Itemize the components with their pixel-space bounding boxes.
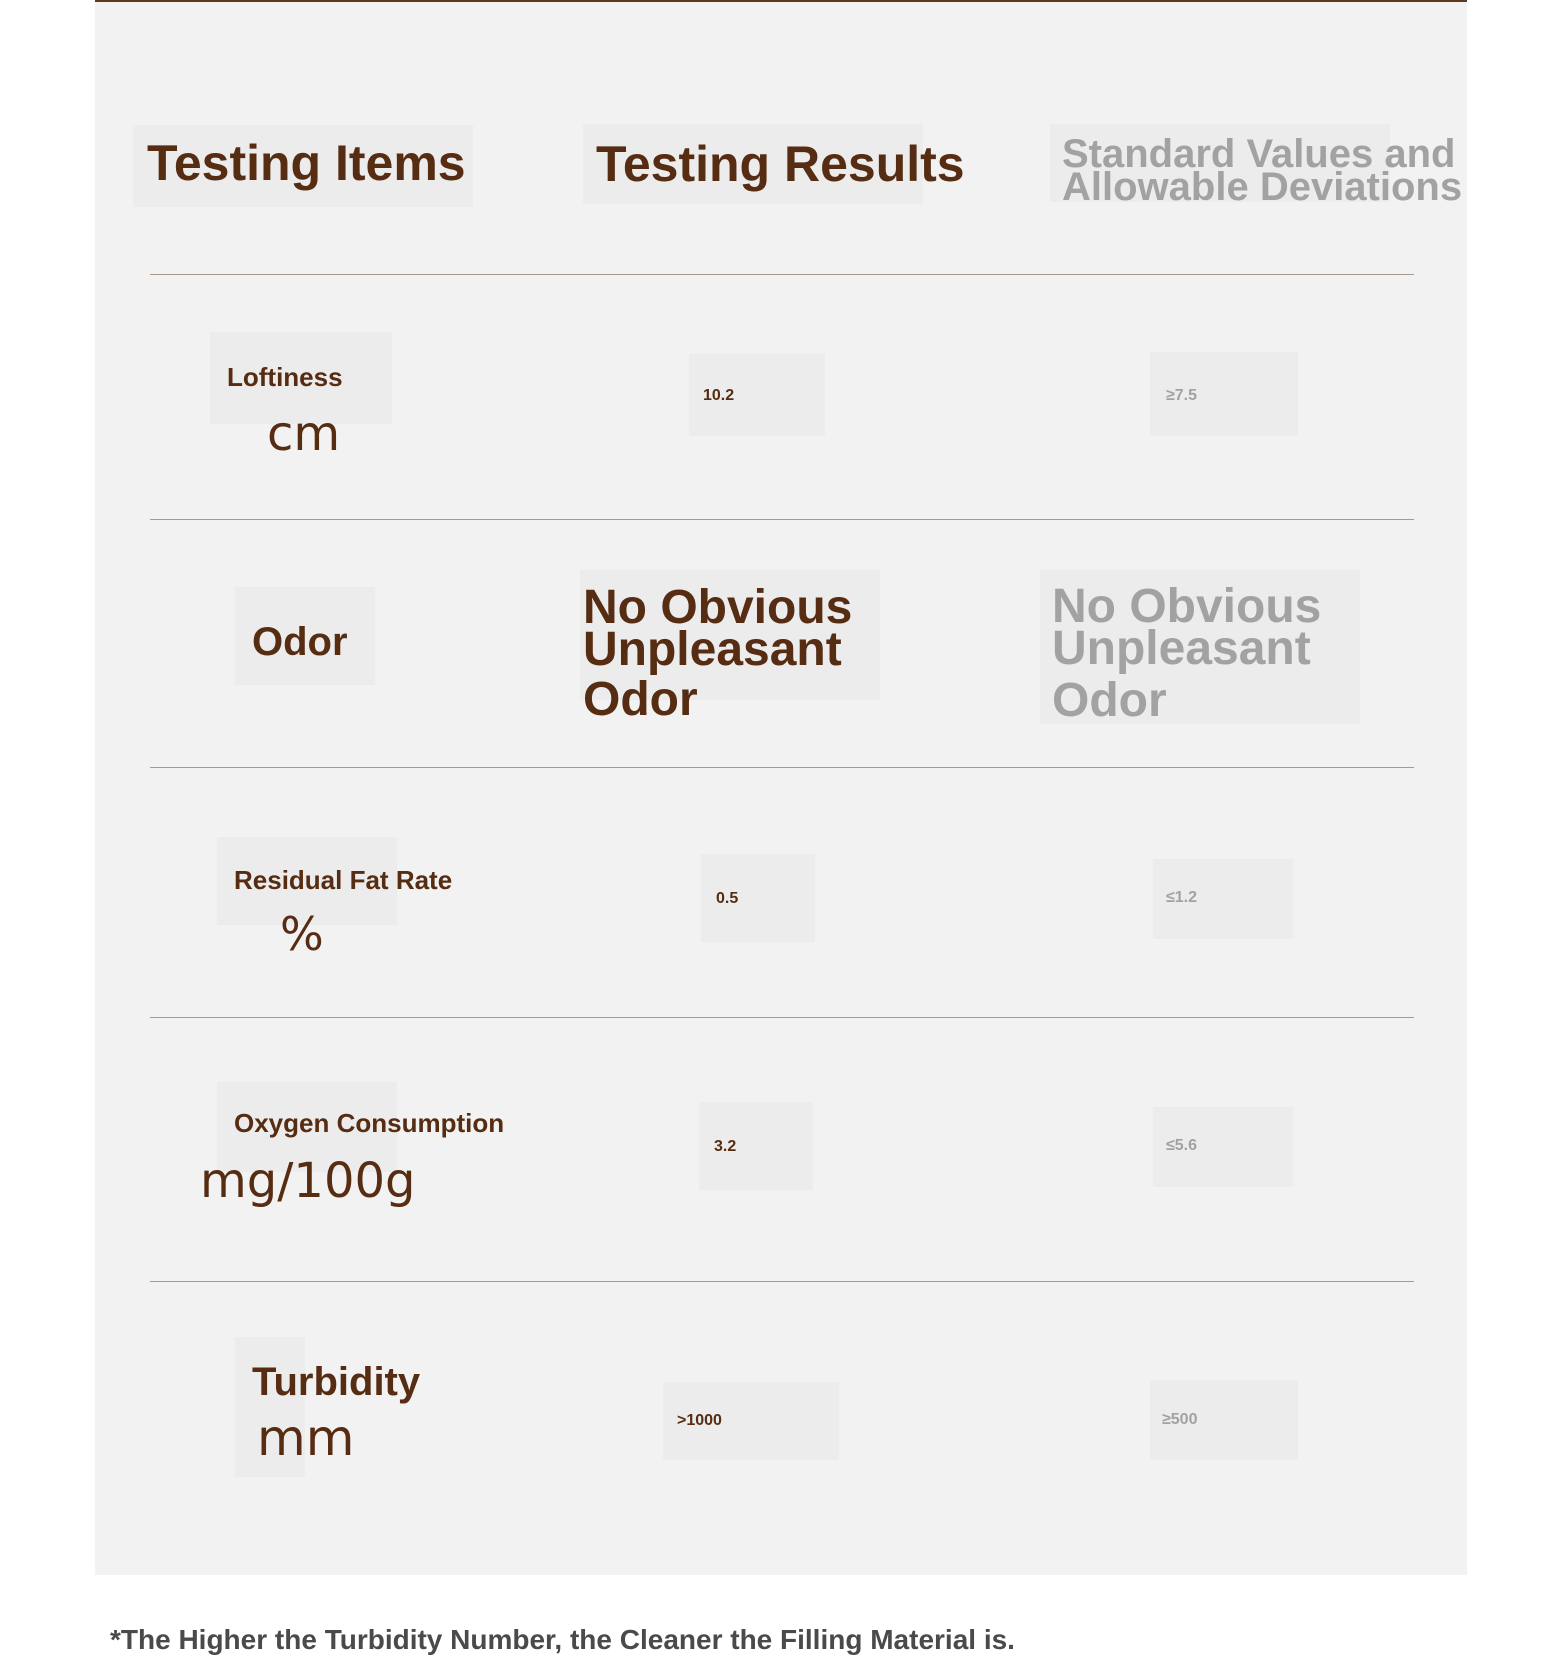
row-label-turbidity: Turbidity bbox=[252, 1360, 421, 1404]
testing-table-panel bbox=[95, 2, 1467, 1575]
row-standard-oxygen-consumption: ≤5.6 bbox=[1166, 1137, 1198, 1154]
row-unit-mg-per-100g: mg/100g bbox=[200, 1153, 416, 1209]
row-label-loftiness: Loftiness bbox=[227, 362, 343, 392]
odor-result-line-3: Odor bbox=[583, 673, 698, 726]
row-unit-mm: mm bbox=[257, 1409, 355, 1467]
row-divider bbox=[150, 767, 1414, 768]
row-unit-cm: cm bbox=[267, 406, 341, 462]
row-result-odor bbox=[583, 581, 853, 726]
row-divider bbox=[150, 519, 1414, 520]
row-standard-turbidity: ≥500 bbox=[1162, 1411, 1198, 1428]
row-divider bbox=[150, 1281, 1414, 1282]
row-standard-odor bbox=[1052, 580, 1322, 727]
odor-standard-line-1: No Obvious bbox=[1052, 580, 1322, 633]
header-testing-results: Testing Results bbox=[596, 136, 965, 192]
header-testing-items: Testing Items bbox=[147, 135, 466, 191]
row-label-odor: Odor bbox=[252, 620, 348, 664]
odor-result-line-1: No Obvious bbox=[583, 581, 853, 634]
header-standard-values bbox=[1062, 132, 1463, 209]
row-result-oxygen-consumption: 3.2 bbox=[714, 1138, 737, 1155]
odor-standard-line-2: Unpleasant bbox=[1052, 622, 1311, 675]
header-standard-line-1: Standard Values and bbox=[1062, 132, 1456, 176]
row-standard-residual-fat-rate: ≤1.2 bbox=[1166, 889, 1198, 906]
row-label-oxygen-consumption: Oxygen Consumption bbox=[234, 1108, 505, 1138]
row-result-turbidity: >1000 bbox=[677, 1412, 722, 1429]
row-unit-percent: % bbox=[280, 907, 324, 961]
row-divider bbox=[150, 274, 1414, 275]
footnote: *The Higher the Turbidity Number, the Cleaner the Filling Material is. bbox=[110, 1624, 1015, 1655]
odor-standard-line-3: Odor bbox=[1052, 674, 1167, 727]
row-result-loftiness: 10.2 bbox=[703, 387, 735, 404]
header-standard-line-2: Allowable Deviations bbox=[1062, 165, 1463, 209]
row-result-residual-fat-rate: 0.5 bbox=[716, 890, 739, 907]
row-standard-loftiness: ≥7.5 bbox=[1166, 387, 1198, 404]
odor-result-line-2: Unpleasant bbox=[583, 623, 842, 676]
row-divider bbox=[150, 1017, 1414, 1018]
row-label-residual-fat-rate: Residual Fat Rate bbox=[234, 865, 453, 895]
